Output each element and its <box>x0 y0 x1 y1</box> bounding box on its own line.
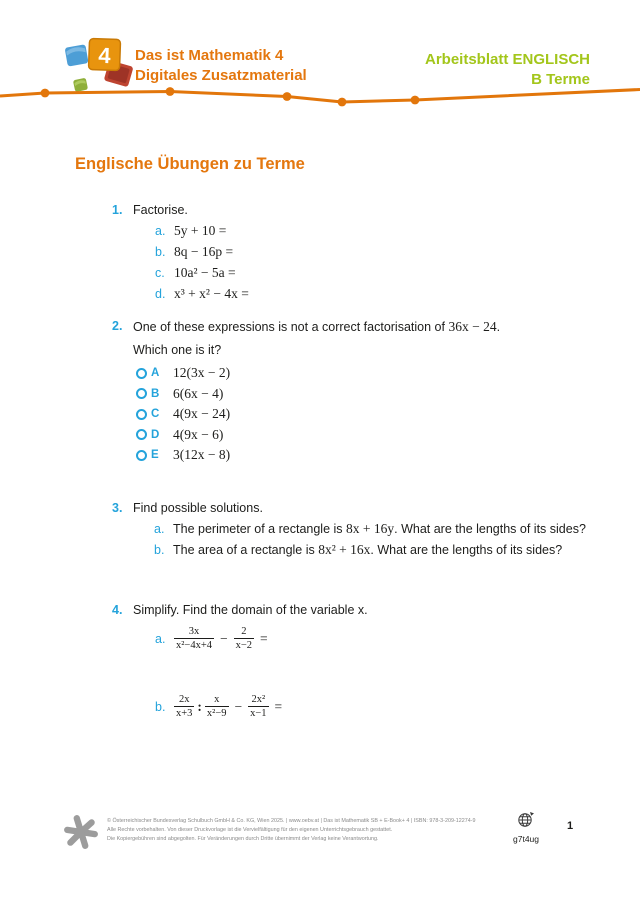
fraction: $\frac{x}{\text{x²−9}}$ <box>206 694 227 720</box>
web-code: g7t4ug <box>513 834 539 844</box>
radio-button[interactable] <box>136 450 147 461</box>
radio-button[interactable] <box>136 409 147 420</box>
option-letter: B <box>151 387 160 400</box>
math-expression: x³ + x² − 4x = <box>174 286 249 301</box>
option-row-e[interactable] <box>136 445 500 466</box>
option-letter: C <box>151 408 160 421</box>
division-colon: : <box>197 698 202 714</box>
list-item <box>155 286 249 307</box>
item-label: b. <box>155 245 166 259</box>
option-row-d[interactable] <box>136 425 500 446</box>
item-label: a. <box>155 631 166 646</box>
radio-button[interactable] <box>136 368 147 379</box>
option-letter: E <box>151 449 159 462</box>
question-4-text: Simplify. Find the domain of the variable x. <box>133 603 368 617</box>
web-code-block <box>498 811 554 844</box>
equals-sign: = <box>260 630 268 646</box>
question-2-prompt: Which one is it? <box>133 343 222 357</box>
option-row-c[interactable] <box>136 404 500 425</box>
question-4-number: 4. <box>112 603 123 617</box>
copyright-line2: Alle Rechte vorbehalten. Von dieser Druckvorlage ist die Vervielfältigung für den eigenen Unterrichtsgebrauch gestattet. <box>107 827 393 834</box>
fraction-expression-a <box>155 625 368 652</box>
radio-button[interactable] <box>136 429 147 440</box>
question-3-number: 3. <box>112 501 123 515</box>
list-item <box>155 223 249 244</box>
option-row-b[interactable] <box>136 384 500 405</box>
option-row-a[interactable] <box>136 363 500 384</box>
question-3-items <box>154 521 586 563</box>
copyright-line1: © Österreichischer Bundesverlag Schulbuch GmbH & Co. KG, Wien 2025. | www.oebv.at | Das ist Mathematik SB + E-Book+ 4 | ISBN: 978-3-209-12274-9 <box>107 818 476 824</box>
fraction: $\frac{\text{2x²}}{x-1}$ <box>250 694 267 720</box>
minus-operator: − <box>234 698 243 714</box>
fraction: $\frac{2x}{x+3}$ <box>176 694 193 720</box>
math-expression: 5y + 10 = <box>174 223 227 238</box>
list-item: b. The area of a rectangle is 8x² + 16x. What are the lengths of its sides? <box>154 542 563 557</box>
math-expression: 12(3x − 2) <box>173 365 231 381</box>
page-number: 1 <box>567 820 574 832</box>
item-label: c. <box>155 266 165 280</box>
math-expression: 8x² + 16x <box>318 542 371 557</box>
fraction-expression-b <box>155 693 368 720</box>
radio-button[interactable] <box>136 388 147 399</box>
brand-line2: Digitales Zusatzmaterial <box>135 67 307 84</box>
copyright-line3: Die Kopiergebühren sind abgegolten. Für Veränderungen durch Dritte übernimmt der Verlag keine Verantwortung. <box>107 836 379 843</box>
brand-title <box>135 46 307 86</box>
math-expression: 36x − 24 <box>448 319 497 334</box>
item-label: a. <box>155 224 166 238</box>
sheet-line2: B Terme <box>531 71 590 88</box>
item-label: a. <box>154 522 165 536</box>
math-expression: 3(12x − 8) <box>173 447 231 463</box>
question-2-text: One of these expressions is not a correct factorisation of 36x − 24. <box>133 319 501 334</box>
list-item <box>155 265 249 286</box>
item-label: b. <box>155 699 166 714</box>
globe-icon <box>517 811 535 828</box>
question-3-text: Find possible solutions. <box>133 501 263 515</box>
question-4 <box>112 602 368 721</box>
logo-number: 4 <box>97 42 112 69</box>
question-1-text: Factorise. <box>133 203 188 217</box>
asterisk-logo-icon <box>63 814 99 850</box>
question-1-number: 1. <box>112 203 123 217</box>
fraction: $\frac{2}{x-2}$ <box>235 626 253 652</box>
math-expression: 8q − 16p = <box>174 244 234 259</box>
math-expression: 10a² − 5a = <box>174 265 236 280</box>
math-expression: 4(9x − 24) <box>173 406 231 422</box>
item-label: d. <box>155 287 166 301</box>
copyright-text <box>107 817 476 845</box>
item-label: b. <box>154 543 165 557</box>
question-1 <box>112 202 249 307</box>
wave-line-icon <box>0 84 640 110</box>
list-item <box>155 244 249 265</box>
math-expression: 8x + 16y <box>346 521 395 536</box>
brand-line1: Das ist Mathematik 4 <box>135 47 284 64</box>
question-2-options <box>112 363 500 466</box>
fraction: $\frac{3x}{\text{x²−4x+4}}$ <box>176 626 212 652</box>
oebv-publisher-logo <box>63 814 99 855</box>
math-expression: 4(9x − 6) <box>173 426 224 442</box>
header-divider-wave <box>0 84 640 115</box>
sheet-line1: Arbeitsblatt ENGLISCH <box>424 51 590 68</box>
math-expression: 6(6x − 4) <box>173 385 224 401</box>
question-2 <box>112 318 500 466</box>
question-3 <box>112 500 586 563</box>
page-title: Englische Übungen zu Terme <box>75 155 305 173</box>
question-1-items <box>155 223 249 307</box>
list-item: a. The perimeter of a rectangle is 8x + 16y. What are the lengths of its sides? <box>154 521 586 536</box>
equals-sign: = <box>274 698 283 714</box>
option-letter: D <box>151 428 160 441</box>
question-2-number: 2. <box>112 319 123 333</box>
option-letter: A <box>151 367 160 380</box>
minus-operator: − <box>220 630 228 646</box>
